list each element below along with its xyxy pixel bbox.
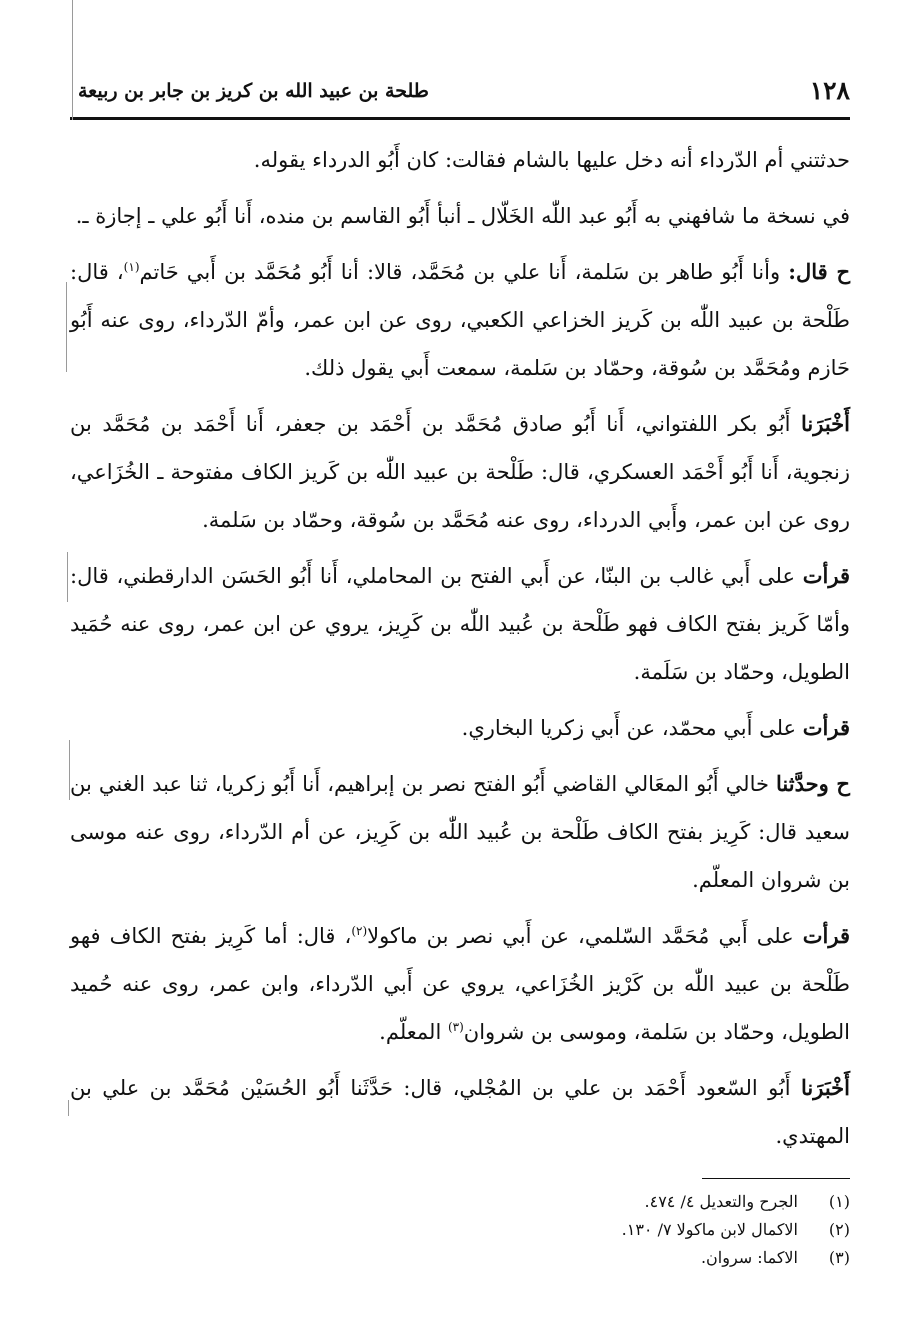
footnote-ref-1: (١) [123, 260, 140, 274]
narration-keyword: ح وحدَّثنا [776, 771, 850, 796]
margin-mark [72, 0, 73, 120]
page-header [70, 72, 850, 112]
narration-keyword: قرأت [802, 715, 850, 740]
margin-mark [67, 552, 68, 602]
page-number: ١٢٨ [809, 76, 850, 105]
paragraph-3: ح قال: وأنا أَبُو طاهر بن سَلمة، أَنا علي بن مُحَمَّد، قالا: أنا أَبُو مُحَمَّد بن أَبي حَاتم$^{(١)}$، قال: طَلْحة بن عبيد اللّٰه بن كَريز الخزاعي الكعبي، روى عن ابن عمر، وأمّ الدّرداء، روى عنه أَبُو حَازم ومُحَمَّد بن سُوقة، وحمّاد بن سَلمة، سمعت أَبي يقول ذلك. [70, 259, 850, 380]
footnote-3: (٣) الاكما: سروان. [700, 1248, 850, 1267]
narration-keyword: قرأت [802, 563, 850, 588]
header-rule [70, 117, 850, 120]
margin-mark [68, 1100, 69, 1116]
narration-keyword: أَخْبَرَنا [801, 411, 850, 436]
narration-keyword: أَخْبَرَنا [801, 1075, 850, 1100]
footnotes [70, 1188, 850, 1272]
book-page [70, 0, 850, 1336]
paragraph-5: قرأت على أَبي غالب بن البنّا، عن أَبي الفتح بن المحاملي، أَنا أَبُو الحَسَن الدارقطني، قال: وأمّا كَريز بفتح الكاف فهو طَلْحة بن عُبيد اللّٰه بن كَرِيز، يروي عن ابن عمر، روى عنه حُمَيد الطويل، وحمّاد بن سَلَمة. [70, 563, 850, 684]
paragraph-2: في نسخة ما شافهني به أَبُو عبد اللّٰه الخَلّال ـ أنبأ أَبُو القاسم بن منده، أَنا أَبُو علي ـ إجازة ـ. [75, 204, 850, 228]
paragraph-9: أَخْبَرَنا أَبُو السّعود أَحْمَد بن علي بن المُجْلي، قال: حَدَّثَنا أَبُو الحُسَيْن مُحَمَّد بن علي بن المهتدي. [70, 1075, 850, 1148]
narration-keyword: قرأت [802, 923, 850, 948]
margin-mark [69, 740, 70, 800]
paragraph-4: أَخْبَرَنا أَبُو بكر اللفتواني، أَنا أَبُو صادق مُحَمَّد بن أَحْمَد بن جعفر، أَنا أَحْمَد بن مُحَمَّد بن زنجوية، أَنا أَبُو أَحْمَد العسكري، قال: طَلْحة بن عبيد اللّٰه بن كَريز الكاف مفتوحة ـ الخُزَاعي، روى عن ابن عمر، وأَبي الدرداء، روى عنه مُحَمَّد بن سُوقة، وحمّاد بن سَلمة. [70, 411, 850, 532]
footnote-ref-3: (٣) [447, 1020, 464, 1034]
main-text [70, 136, 850, 1168]
paragraph-6: قرأت على أَبي محمّد، عن أَبي زكريا البخاري. [461, 715, 850, 740]
paragraph-7: ح وحدَّثنا خالي أَبُو المعَالي القاضي أَبُو الفتح نصر بن إبراهيم، أَنا أَبُو زكريا، ثنا عبد الغني بن سعيد قال: كَرِيز بفتح الكاف طَلْحة بن عُبيد اللّٰه بن كَرِيز، عن أم الدّرداء، روى عنه موسى بن شروان المعلّم. [70, 771, 850, 892]
footnote-1: (١) الجرح والتعديل ٤/ ٤٧٤. [644, 1192, 850, 1211]
paragraph-1: حدثتني أم الدّرداء أنه دخل عليها بالشام فقالت: كان أَبُو الدرداء يقوله. [253, 148, 850, 172]
footnote-rule [702, 1178, 850, 1179]
running-title: طلحة بن عبيد الله بن كريز بن جابر بن ربيعة [78, 80, 429, 102]
margin-mark [66, 282, 67, 372]
footnote-ref-2: (٢) [351, 924, 368, 938]
footnote-2: (٢) الاكمال لابن ماكولا ٧/ ١٣٠. [621, 1220, 850, 1239]
paragraph-8: قرأت على أَبي مُحَمَّد السّلمي، عن أَبي نصر بن ماكولا$^{(٢)}$، قال: أما كَرِيز بفتح الكاف فهو طَلْحة بن عبيد اللّٰه بن كَرْيز الخُزَاعي، يروي عن أَبي الدّرداء، وابن عمر، روى عنه حُميد الطويل، وحمّاد بن سَلمة، وموسى بن شروان$^{(٣)}$ المعلّم. [70, 923, 850, 1044]
narration-keyword: ح قال: [788, 259, 850, 284]
